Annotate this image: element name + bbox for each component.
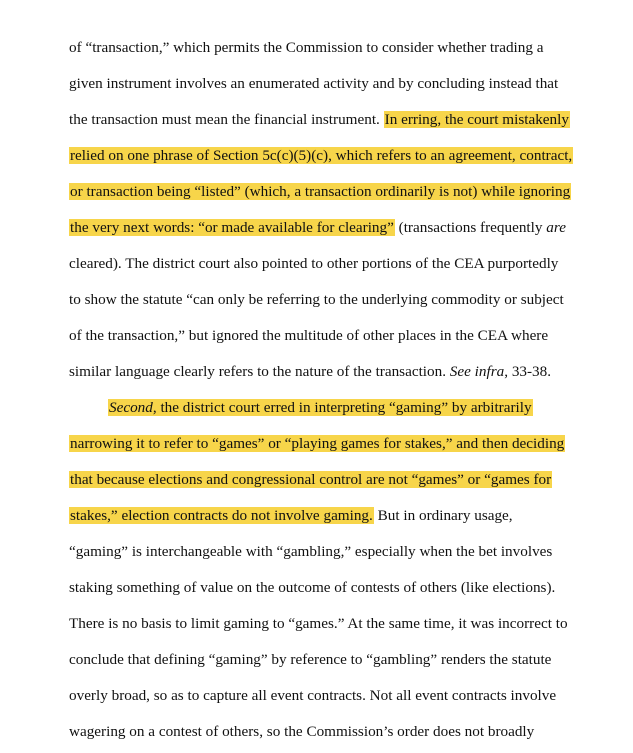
text-line [69, 577, 555, 599]
text-line [69, 289, 564, 311]
text-line [69, 217, 566, 239]
line-text: wagering on a contest of others, so the Commission’s order does not broadly [69, 723, 535, 740]
highlighted-text: relied on one phrase of Section 5c(c)(5)(c), which refers to an agreement, contract, [70, 147, 573, 164]
italic-text: are [546, 219, 566, 236]
line-text: given instrument involves an enumerated activity and by concluding instead that [69, 75, 559, 92]
line-text: cleared). The district court also pointed to other portions of the CEA purportedly [69, 255, 559, 272]
highlighted-text: the very next words: “or made available for clearing” [70, 219, 394, 236]
text-line [69, 253, 558, 275]
highlighted-text: In erring, the court mistakenly [384, 111, 569, 128]
highlighted-text: or transaction being “listed” (which, a transaction ordinarily is not) while ignoring [70, 183, 571, 200]
text-line [108, 397, 533, 419]
text-line [69, 649, 551, 671]
text-line [69, 433, 565, 455]
text-line [69, 613, 568, 635]
line-text: “gaming” is interchangeable with “gambling,” especially when the bet involves [69, 543, 553, 560]
text-line [69, 469, 552, 491]
line-text: There is no basis to limit gaming to “games.” At the same time, it was incorrect to [69, 615, 568, 632]
highlighted-text: narrowing it to refer to “games” or “playing games for stakes,” and then deciding [70, 435, 565, 452]
text-line [69, 505, 513, 527]
line-text: , 33-38. [504, 363, 552, 380]
text-line [69, 73, 558, 95]
line-text: (transactions frequently [394, 219, 547, 236]
text-line [69, 37, 544, 59]
text-line [69, 181, 571, 203]
line-text: conclude that defining “gaming” by reference to “gambling” renders the statute [69, 651, 552, 668]
line-text: overly broad, so as to capture all event contracts. Not all event contracts involve [69, 687, 557, 704]
line-text: , the district court erred in interpreting “gaming” by arbitrarily [152, 399, 532, 416]
italic-text: See infra [449, 363, 505, 380]
text-line [69, 109, 570, 131]
text-line [69, 541, 552, 563]
line-text: of “transaction,” which permits the Commission to consider whether trading a [69, 39, 544, 56]
italic-text: Second [109, 399, 153, 416]
highlighted-text: that because elections and congressional control are not “games” or “games for [70, 471, 552, 488]
line-text: But in ordinary usage, [373, 507, 513, 524]
line-text: similar language clearly refers to the nature of the transaction. [69, 363, 450, 380]
text-line [69, 325, 548, 347]
text-line [69, 721, 534, 743]
line-text: the transaction must mean the financial instrument. [69, 111, 384, 128]
line-text: staking something of value on the outcome of contests of others (like elections). [69, 579, 556, 596]
text-line [69, 145, 573, 167]
line-text: to show the statute “can only be referring to the underlying commodity or subject [69, 291, 564, 308]
text-line [69, 361, 551, 383]
line-text: of the transaction,” but ignored the multitude of other places in the CEA where [69, 327, 549, 344]
text-line [69, 685, 556, 707]
highlighted-text: stakes,” election contracts do not involve gaming. [70, 507, 373, 524]
highlighted-text [108, 399, 533, 416]
